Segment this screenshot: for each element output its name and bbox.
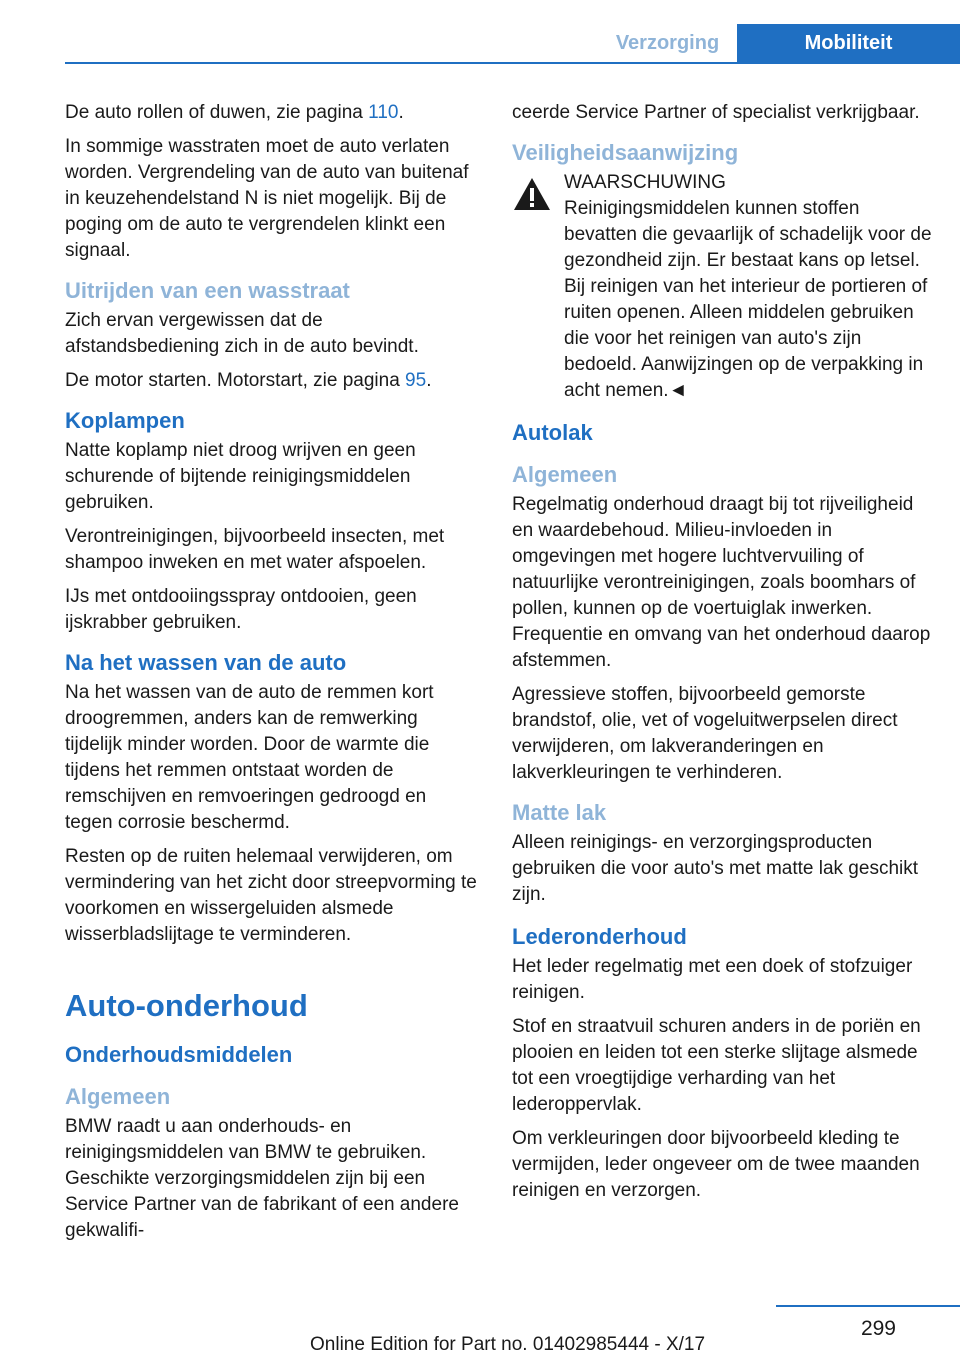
edition-text: Online Edition for Part no. 01402985444 - X/17 [310, 1334, 706, 1355]
warning-block [512, 170, 932, 404]
paragraph: Om verkleuringen door bijvoorbeeld kleding te vermijden, leder ongeveer om de twee maanden reinigen en verzorgen. [512, 1128, 920, 1201]
paragraph: Natte koplamp niet droog wrijven en geen schurende of bijtende reinigingsmiddelen gebruiken. [65, 440, 416, 513]
warning-icon [512, 176, 552, 212]
punctuation: . [398, 102, 404, 123]
heading-algemeen: Algemeen [65, 1084, 171, 1109]
heading-auto-onderhoud: Auto-onderhoud [65, 988, 308, 1023]
heading-koplampen: Koplampen [65, 408, 185, 433]
paragraph: BMW raadt u aan onderhouds- en reinigingsmiddelen van BMW te gebruiken. Geschikte verzorgingsmiddelen zijn bij een Service Partner van de fabrikant of een andere gekwalifi- [65, 1116, 459, 1241]
paragraph: Alleen reinigings- en verzorgingsproducten gebruiken die voor auto's met matte lak geschikt zijn. [512, 832, 919, 905]
heading-onderhoudsmiddelen: Onderhoudsmiddelen [65, 1042, 293, 1067]
paragraph: Verontreinigingen, bijvoorbeeld insecten, met shampoo inweken en met water afspoelen. [65, 526, 445, 573]
right-column [512, 100, 932, 1212]
left-column [65, 100, 477, 1252]
heading-autolak: Autolak [512, 420, 593, 445]
paragraph: Zich ervan vergewissen dat de afstandsbediening zich in de auto bevindt. [65, 310, 419, 357]
heading-matte-lak: Matte lak [512, 800, 607, 825]
paragraph: IJs met ontdooiingsspray ontdooien, geen ijskrabber gebruiken. [65, 586, 417, 633]
tab-verzorging[interactable]: Verzorging [615, 32, 720, 54]
paragraph: Resten op de ruiten helemaal verwijderen, om vermindering van het zicht door streepvorming te voorkomen en wissergeluiden alsmede wisserbladslijtage te verminderen. [65, 846, 477, 945]
page-number: 299 [860, 1317, 896, 1340]
heading-na-wassen: Na het wassen van de auto [65, 650, 347, 675]
heading-uitrijden: Uitrijden van een wasstraat [65, 278, 350, 303]
paragraph: In sommige wasstraten moet de auto verlaten worden. Vergrendeling van de auto van buitenaf in keuzehendelstand N is niet mogelijk. Bij de poging om de auto te vergrendelen klinkt een signaal. [65, 136, 469, 261]
paragraph [65, 368, 477, 394]
paragraph: ceerde Service Partner of specialist verkrijgbaar. [512, 102, 920, 123]
footer-divider [776, 1305, 960, 1307]
paragraph: Na het wassen van de auto de remmen kort droogremmen, anders kan de remwerking tijdelijk minder worden. Door de warmte die tijdens het remmen ontstaat worden de remschijven en remvoeringen gedroogd en tegen corrosie beschermd. [65, 682, 434, 833]
paragraph: Agressieve stoffen, bijvoorbeeld gemorste brandstof, olie, vet of vogeluitwerpselen direct verwijderen, om lakveranderingen en lakverkleuringen te verhinderen. [512, 684, 898, 783]
page-link[interactable]: 95 [405, 370, 427, 391]
warning-text: Reinigingsmiddelen kunnen stoffen bevatten die gevaarlijk of schadelijk voor de gezondheid zijn. Er bestaat kans op letsel. Bij reinigen van het interieur de portieren of ruiten openen. Alleen middelen gebruiken die voor het reinigen van auto's zijn bedoeld. Aanwijzingen op de verpakking in acht nemen.◄ [564, 198, 932, 401]
page-header [0, 0, 960, 62]
heading-algemeen: Algemeen [512, 462, 618, 487]
paragraph-text: De auto rollen of duwen, zie pagina [65, 102, 369, 123]
paragraph: Stof en straatvuil schuren anders in de poriën en plooien en leiden tot een sterke slijtage alsmede tot een vroegtijdige verharding van het lederoppervlak. [512, 1016, 921, 1115]
heading-veiligheidsaanwijzing: Veiligheidsaanwijzing [512, 140, 739, 165]
header-divider [65, 62, 960, 64]
punctuation: . [426, 370, 432, 391]
warning-title: WAARSCHUWING [564, 172, 726, 193]
paragraph: Regelmatig onderhoud draagt bij tot rijveiligheid en waardebehoud. Milieu-invloeden in omgevingen met hogere luchtvervuiling of natuurlijke verontreinigingen, zoals boomhars of pollen, kunnen op de voertuiglak inwerken. Frequentie en omvang van het onderhoud daarop afstemmen. [512, 494, 931, 671]
heading-lederonderhoud: Lederonderhoud [512, 924, 687, 949]
paragraph [65, 100, 477, 126]
page-link[interactable]: 110 [368, 102, 399, 123]
paragraph: Het leder regelmatig met een doek of stofzuiger reinigen. [512, 956, 913, 1003]
paragraph-text: De motor starten. Motorstart, zie pagina [65, 370, 406, 391]
tab-mobiliteit[interactable]: Mobiliteit [737, 24, 960, 62]
